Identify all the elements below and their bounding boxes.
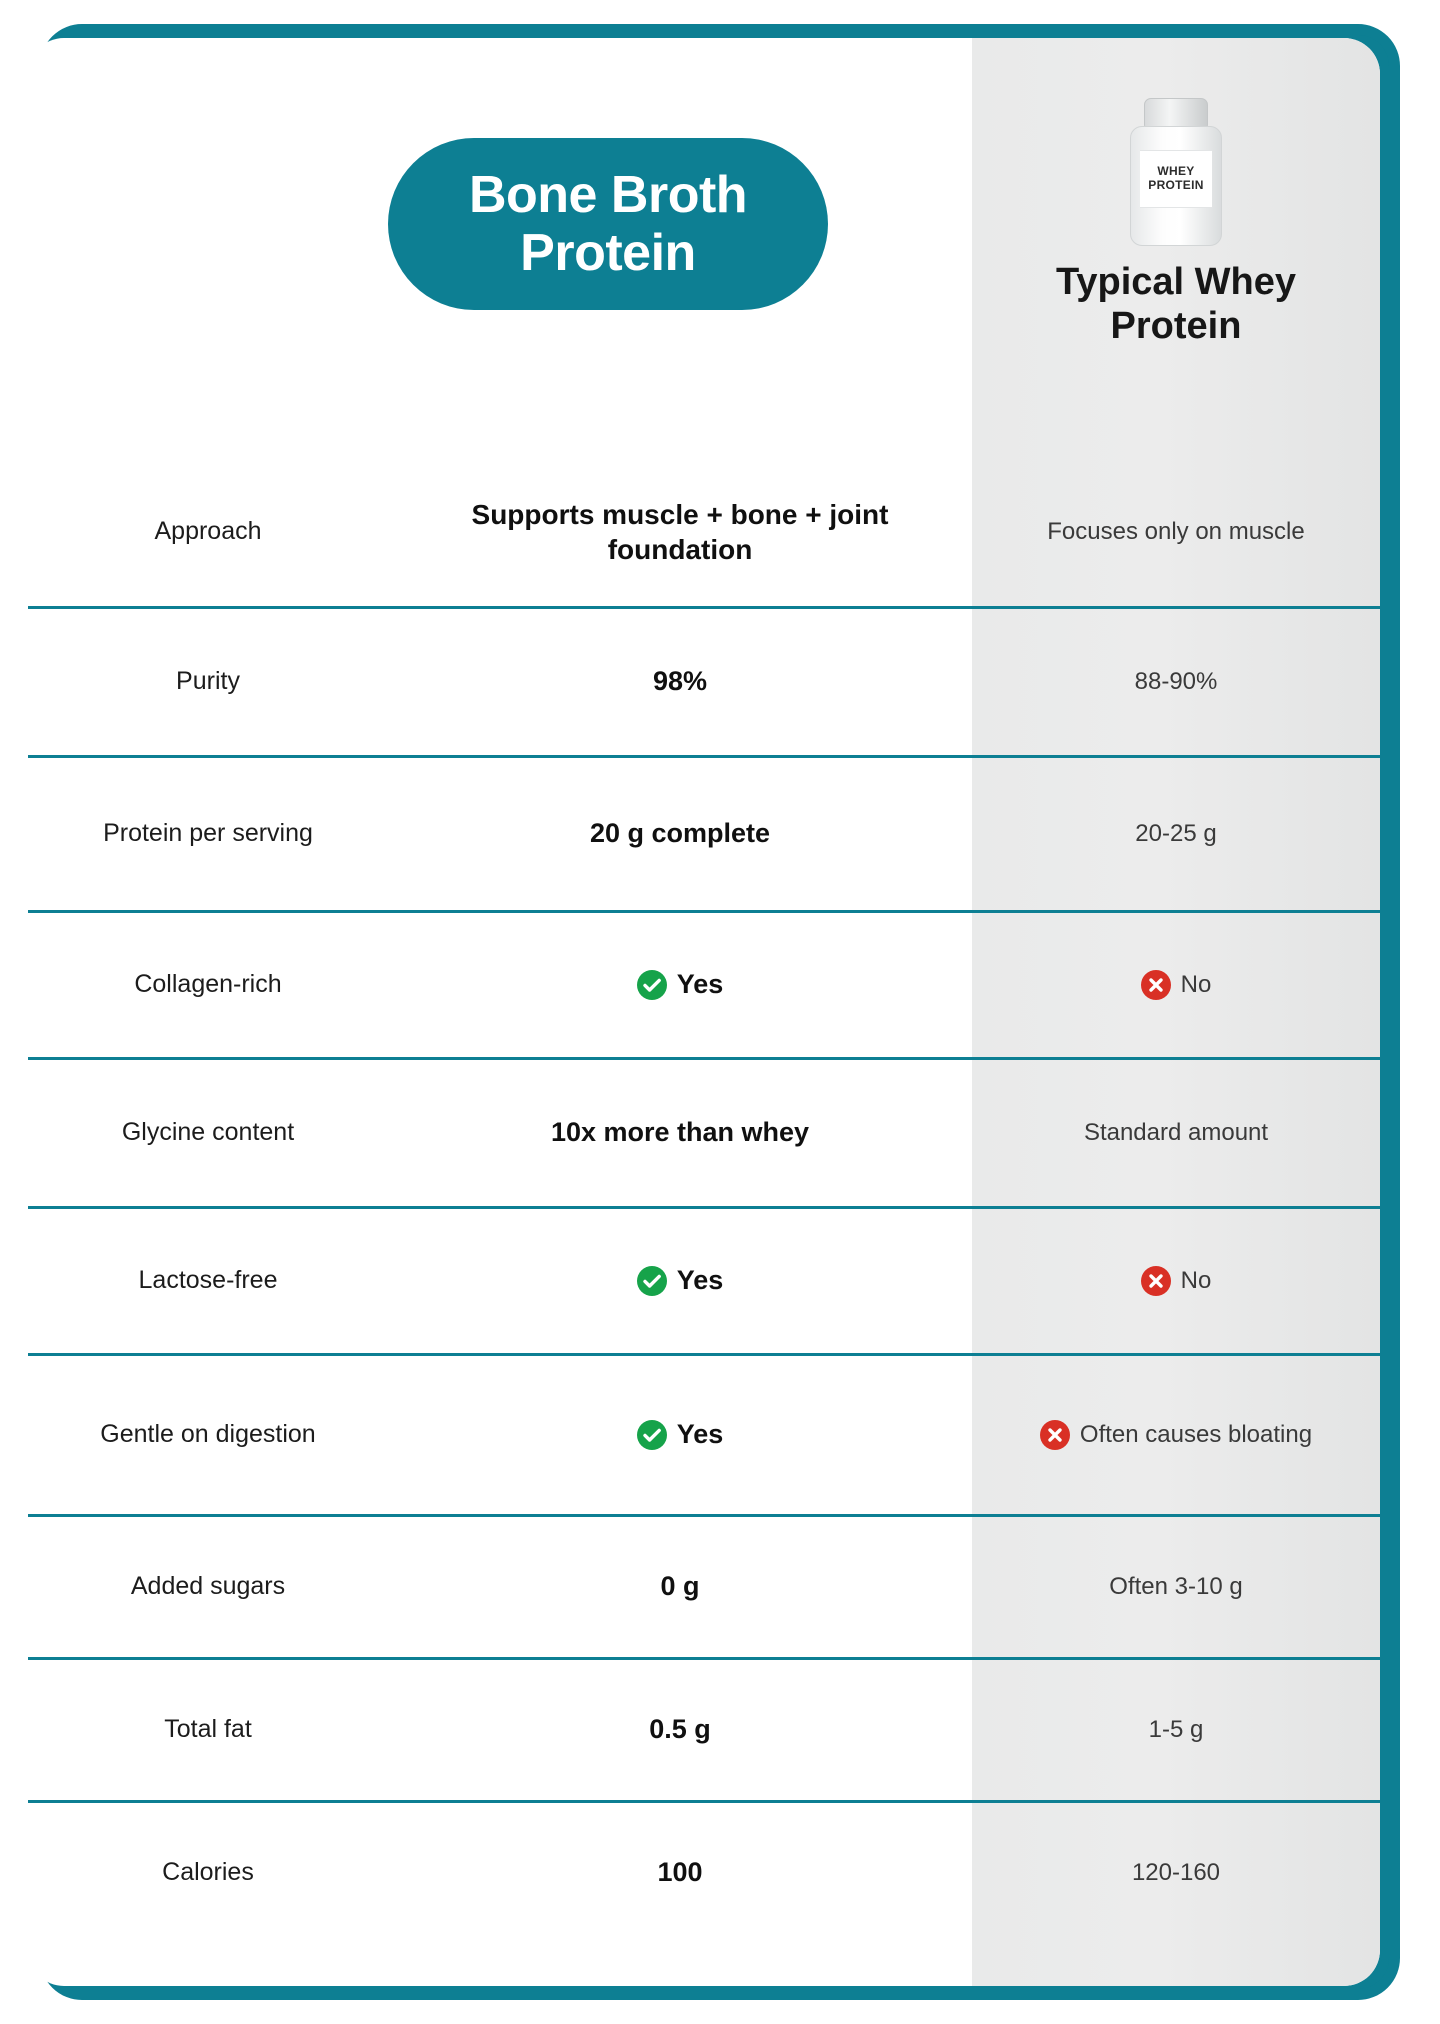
row-value-theirs	[972, 1209, 1380, 1353]
value-with-icon	[637, 1264, 724, 1298]
competitor-header	[972, 98, 1380, 348]
row-value-ours-text: Yes	[676, 1419, 724, 1450]
table-row	[28, 1060, 1380, 1209]
value-with-icon	[637, 968, 724, 1002]
row-label: Approach	[154, 517, 262, 546]
row-value-ours	[388, 913, 972, 1057]
row-value-theirs: 20-25 g	[1135, 820, 1217, 848]
jar-label-line1: WHEY	[1157, 164, 1195, 179]
row-label: Added sugars	[130, 1572, 286, 1601]
row-value-ours: 0.5 g	[649, 1714, 711, 1745]
row-label: Calories	[162, 1858, 254, 1887]
table-row	[28, 913, 1380, 1060]
row-label: Collagen-rich	[134, 970, 282, 999]
row-value-theirs: Often 3-10 g	[1109, 1573, 1243, 1601]
row-value-ours: 20 g complete	[589, 818, 771, 849]
competitor-title: Typical Whey Protein	[1055, 261, 1297, 348]
bottom-notch	[338, 1948, 938, 1986]
table-row	[28, 458, 1380, 609]
value-with-icon	[1141, 1265, 1212, 1296]
product-badge-label: Bone Broth Protein	[468, 165, 748, 282]
row-value-theirs: 1-5 g	[1148, 1716, 1204, 1744]
check-icon	[637, 1266, 667, 1296]
whey-protein-jar-icon	[1127, 98, 1225, 248]
row-value-ours: 0 g	[660, 1571, 700, 1602]
row-value-theirs-text: No	[1180, 971, 1212, 999]
check-icon	[637, 970, 667, 1000]
row-value-theirs: Focuses only on muscle	[1047, 518, 1305, 546]
row-value-theirs-text: No	[1180, 1267, 1212, 1295]
row-value-ours: Supports muscle + bone + joint foundation	[471, 499, 889, 565]
row-value-ours: 98%	[652, 666, 708, 697]
table-row	[28, 1660, 1380, 1803]
value-with-icon	[1040, 1419, 1312, 1450]
comparison-card	[28, 38, 1380, 1986]
row-label: Purity	[176, 667, 240, 696]
row-label: Protein per serving	[103, 819, 313, 848]
table-row	[28, 1209, 1380, 1356]
row-value-ours: 10x more than whey	[550, 1117, 810, 1148]
row-value-theirs: Standard amount	[1083, 1119, 1269, 1147]
row-label: Glycine content	[121, 1118, 295, 1147]
cross-icon	[1141, 1266, 1171, 1296]
row-value-ours: 100	[657, 1857, 703, 1888]
cross-icon	[1040, 1420, 1070, 1450]
table-row	[28, 1517, 1380, 1660]
value-with-icon	[1141, 969, 1212, 1000]
table-row	[28, 1356, 1380, 1517]
table-row	[28, 609, 1380, 758]
table-row	[28, 1803, 1380, 1943]
row-label: Gentle on digestion	[100, 1420, 316, 1449]
row-label: Lactose-free	[138, 1266, 278, 1295]
row-value-ours	[388, 1209, 972, 1353]
value-with-icon	[637, 1418, 724, 1452]
card-header	[28, 38, 1380, 458]
row-value-theirs	[972, 1356, 1380, 1514]
table-row	[28, 758, 1380, 913]
row-value-ours-text: Yes	[676, 969, 724, 1000]
jar-lid	[1144, 98, 1208, 128]
row-value-theirs-text: Often causes bloating	[1079, 1421, 1313, 1449]
row-value-theirs: 88-90%	[1134, 668, 1218, 696]
row-value-theirs: 120-160	[1131, 1859, 1221, 1887]
row-value-ours-text: Yes	[676, 1265, 724, 1296]
jar-label-line2: PROTEIN	[1148, 178, 1204, 192]
cross-icon	[1141, 970, 1171, 1000]
row-value-ours	[388, 1356, 972, 1514]
check-icon	[637, 1420, 667, 1450]
jar-label	[1140, 150, 1212, 208]
product-badge	[388, 138, 828, 310]
comparison-table	[28, 458, 1380, 1943]
row-value-theirs	[972, 913, 1380, 1057]
row-label: Total fat	[164, 1715, 252, 1744]
